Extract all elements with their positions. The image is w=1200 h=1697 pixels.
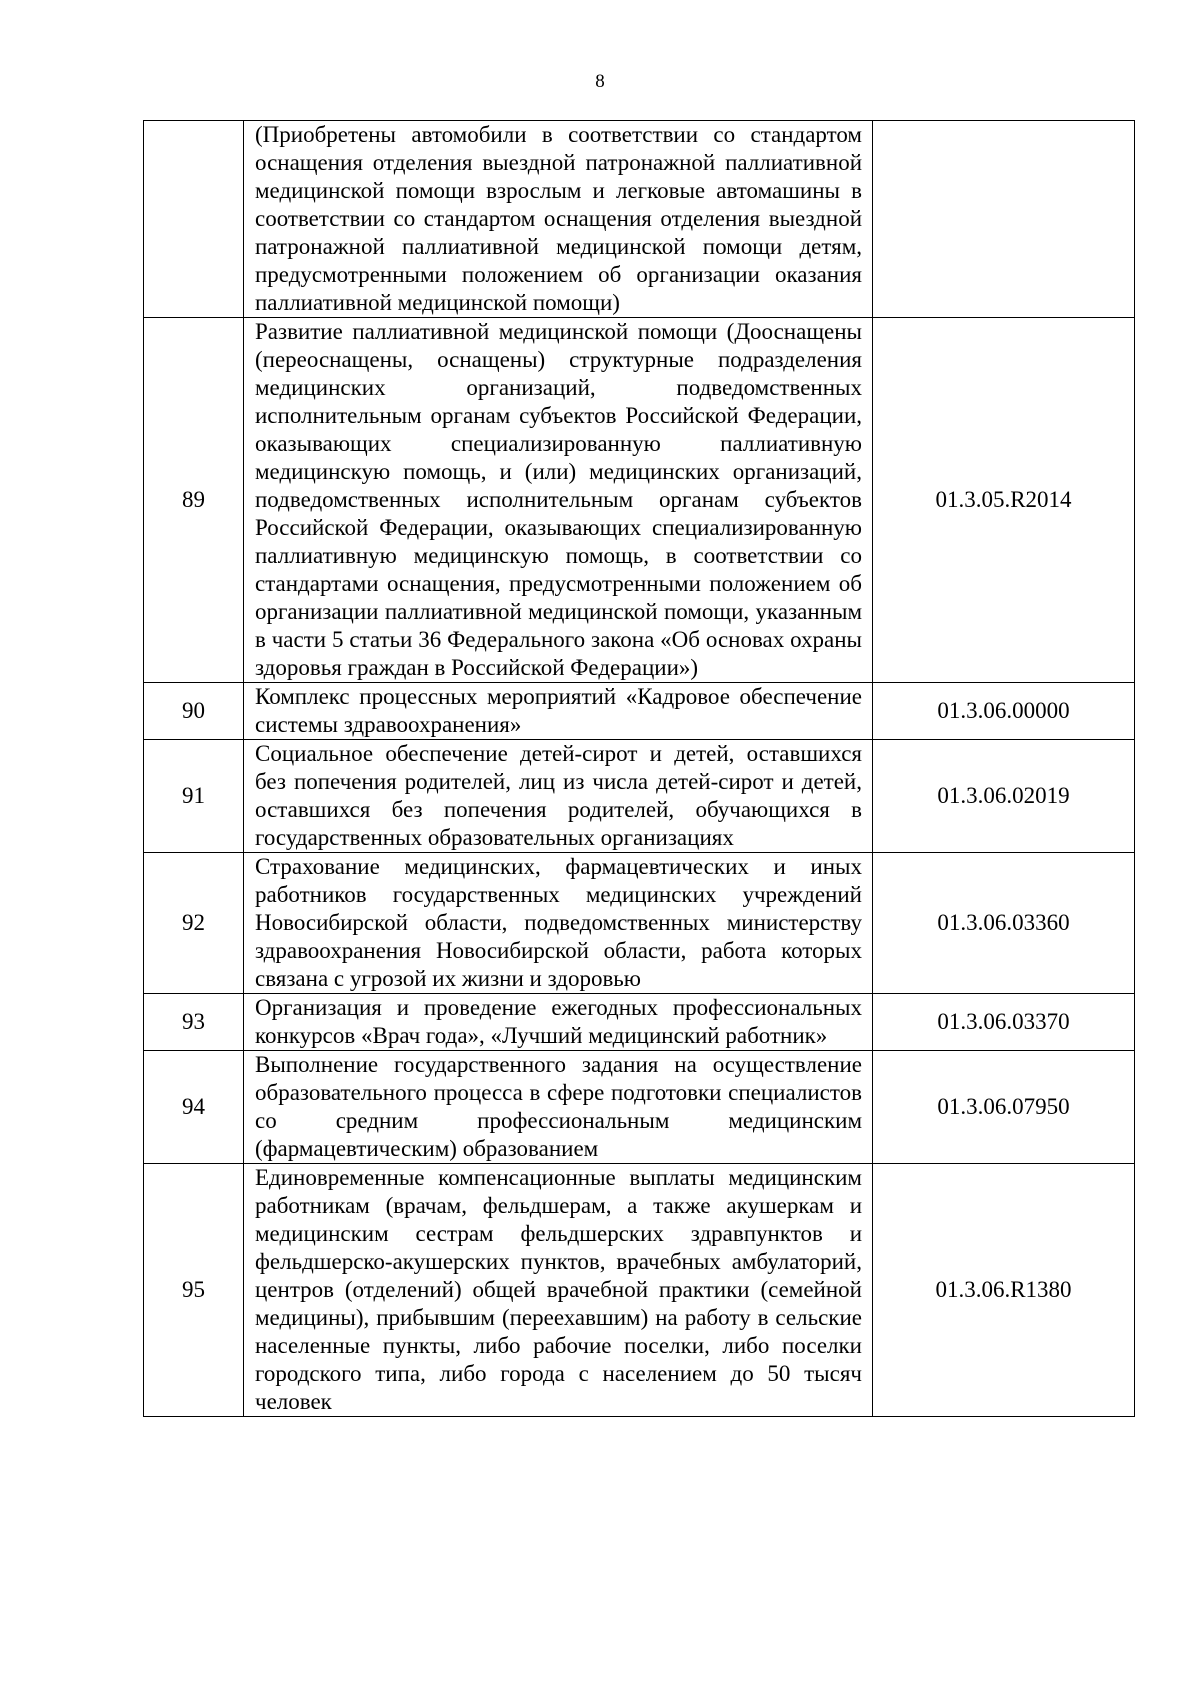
row-number [144,121,244,318]
row-code: 01.3.06.03360 [873,853,1135,994]
row-code [873,121,1135,318]
table-row [144,1164,1135,1417]
row-description: Единовременные компенсационные выплаты медицинским работникам (врачам, фельдшерам, а также акушеркам и медицинским сестрам фельдшерских здравпунктов и фельдшерско-акушерских пунктов, врачебных амбулаторий, центров (отделений) общей врачебной практики (семейной медицины), прибывшим (переехавшим) на работу в сельские населенные пункты, либо рабочие поселки, либо поселки городского типа, либо города с населением до 50 тысяч человек [244,1164,873,1417]
row-number: 92 [144,853,244,994]
row-code: 01.3.06.07950 [873,1051,1135,1164]
row-number: 94 [144,1051,244,1164]
row-description: Страхование медицинских, фармацевтических и иных работников государственных медицинских учреждений Новосибирской области, подведомственных министерству здравоохранения Новосибирской области, работа которых связана с угрозой их жизни и здоровью [244,853,873,994]
table-row [144,318,1135,683]
row-description: Организация и проведение ежегодных профессиональных конкурсов «Врач года», «Лучший медицинский работник» [244,994,873,1051]
row-code: 01.3.06.03370 [873,994,1135,1051]
row-description: Комплекс процессных мероприятий «Кадровое обеспечение системы здравоохранения» [244,683,873,740]
row-code: 01.3.05.R2014 [873,318,1135,683]
row-number: 90 [144,683,244,740]
page-number: 8 [595,71,605,92]
program-items-table [143,120,1135,1417]
table-row [144,683,1135,740]
row-description: Социальное обеспечение детей-сирот и детей, оставшихся без попечения родителей, лиц из числа детей-сирот и детей, оставшихся без попечения родителей, обучающихся в государственных образовательных организациях [244,740,873,853]
table-row [144,740,1135,853]
row-number: 93 [144,994,244,1051]
row-code: 01.3.06.R1380 [873,1164,1135,1417]
row-number: 89 [144,318,244,683]
table-row [144,994,1135,1051]
row-number: 95 [144,1164,244,1417]
row-description: (Приобретены автомобили в соответствии со стандартом оснащения отделения выездной патронажной паллиативной медицинской помощи взрослым и легковые автомашины в соответствии со стандартом оснащения отделения выездной патронажной паллиативной медицинской помощи детям, предусмотренными положением об организации оказания паллиативной медицинской помощи) [244,121,873,318]
row-description: Развитие паллиативной медицинской помощи (Дооснащены (переоснащены, оснащены) структурные подразделения медицинских организаций, подведомственных исполнительным органам субъектов Российской Федерации, оказывающих специализированную паллиативную медицинскую помощь, и (или) медицинских организаций, подведомственных исполнительным органам субъектов Российской Федерации, оказывающих специализированную паллиативную медицинскую помощь, в соответствии со стандартами оснащения, предусмотренными положением об организации паллиативной медицинской помощи, указанным в части 5 статьи 36 Федерального закона «Об основах охраны здоровья граждан в Российской Федерации») [244,318,873,683]
row-number: 91 [144,740,244,853]
table-row [144,121,1135,318]
row-code: 01.3.06.02019 [873,740,1135,853]
row-code: 01.3.06.00000 [873,683,1135,740]
row-description: Выполнение государственного задания на осуществление образовательного процесса в сфере подготовки специалистов со средним профессиональным медицинским (фармацевтическим) образованием [244,1051,873,1164]
table-row [144,1051,1135,1164]
table-row [144,853,1135,994]
